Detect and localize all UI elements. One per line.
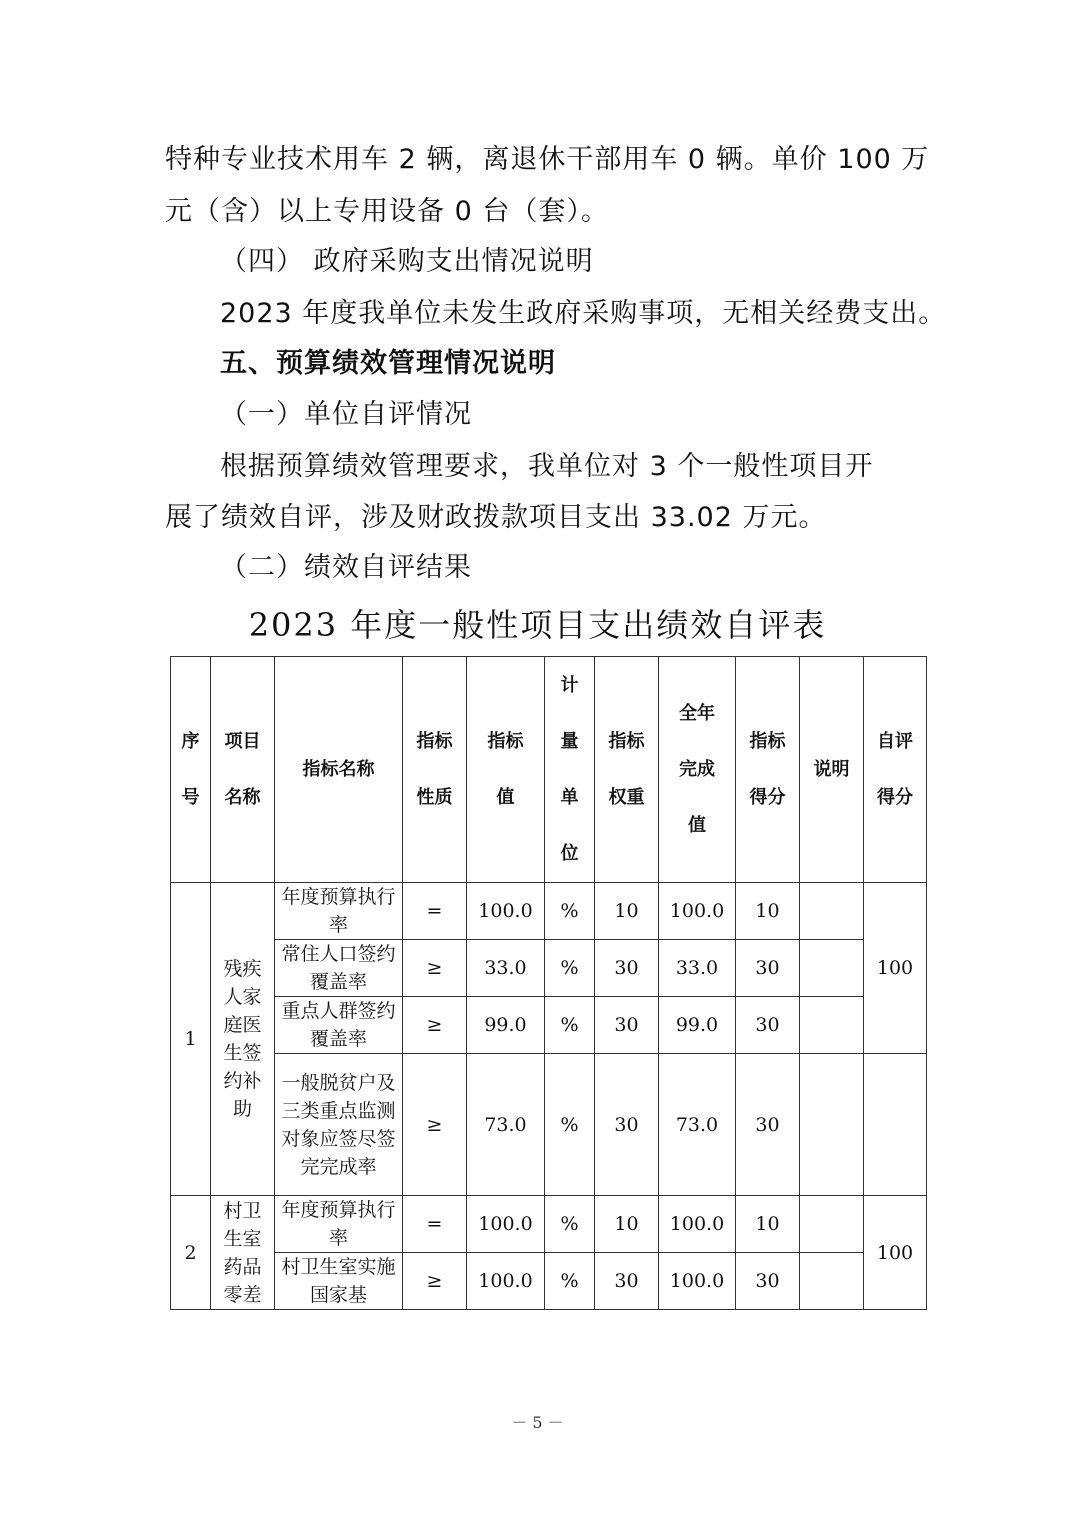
indicator-name: 村卫生室实施国家基 [275, 1253, 403, 1310]
indicator-weight: 30 [595, 1253, 659, 1310]
indicator-note [800, 1196, 864, 1253]
header-indicator: 指标名称 [275, 657, 403, 883]
indicator-weight: 10 [595, 883, 659, 940]
header-unit: 计量单位 [545, 657, 595, 883]
empty-cell [864, 1054, 927, 1196]
project-2-self-score: 100 [864, 1196, 927, 1310]
indicator-nature: ≥ [403, 997, 467, 1054]
indicator-score: 30 [736, 1253, 800, 1310]
header-nature: 指标性质 [403, 657, 467, 883]
indicator-value: 100.0 [467, 1196, 545, 1253]
indicator-nature: ≥ [403, 1054, 467, 1196]
indicator-name: 重点人群签约覆盖率 [275, 997, 403, 1054]
indicator-unit: % [545, 940, 595, 997]
indicator-note [800, 1054, 864, 1196]
indicator-name: 年度预算执行率 [275, 1196, 403, 1253]
project-1-name: 残疾人家庭医生签约补助 [211, 883, 275, 1196]
indicator-unit: % [545, 1054, 595, 1196]
paragraph-procurement: 2023 年度我单位未发生政府采购事项，无相关经费支出。 [220, 298, 947, 329]
subheading-self-eval: （一）单位自评情况 [220, 399, 472, 430]
indicator-note [800, 940, 864, 997]
indicator-actual: 33.0 [659, 940, 736, 997]
indicator-unit: % [545, 1253, 595, 1310]
indicator-weight: 30 [595, 940, 659, 997]
indicator-actual: 100.0 [659, 1196, 736, 1253]
indicator-nature: = [403, 883, 467, 940]
header-value: 指标值 [467, 657, 545, 883]
indicator-score: 10 [736, 883, 800, 940]
indicator-nature: ≥ [403, 1253, 467, 1310]
indicator-value: 99.0 [467, 997, 545, 1054]
indicator-name: 年度预算执行率 [275, 883, 403, 940]
indicator-weight: 30 [595, 997, 659, 1054]
table-row [171, 1253, 927, 1310]
indicator-nature: = [403, 1196, 467, 1253]
section-heading-five: 五、预算绩效管理情况说明 [220, 348, 556, 379]
indicator-name: 常住人口签约覆盖率 [275, 940, 403, 997]
header-name: 项目名称 [211, 657, 275, 883]
indicator-score: 30 [736, 1054, 800, 1196]
indicator-value: 100.0 [467, 883, 545, 940]
project-2-name: 村卫生室药品零差 [211, 1196, 275, 1310]
paragraph-1: 特种专业技术用车 2 辆，离退休干部用车 0 辆。单价 100 万 [165, 144, 930, 175]
indicator-value: 100.0 [467, 1253, 545, 1310]
indicator-weight: 10 [595, 1196, 659, 1253]
indicator-score: 30 [736, 997, 800, 1054]
indicator-value: 73.0 [467, 1054, 545, 1196]
indicator-score: 30 [736, 940, 800, 997]
indicator-name: 一般脱贫户及三类重点监测对象应签尽签完完成率 [275, 1054, 403, 1196]
table-title: 2023 年度一般性项目支出绩效自评表 [248, 606, 827, 644]
header-seq: 序号 [171, 657, 211, 883]
eval-table [170, 656, 927, 1310]
project-1-self-score: 100 [864, 883, 927, 1054]
indicator-unit: % [545, 883, 595, 940]
paragraph-eval-1: 根据预算绩效管理要求，我单位对 3 个一般性项目开 [220, 451, 874, 482]
section-heading-4: （四） 政府采购支出情况说明 [220, 246, 594, 277]
indicator-actual: 100.0 [659, 1253, 736, 1310]
subheading-eval-result: （二）绩效自评结果 [220, 552, 472, 583]
header-score: 指标得分 [736, 657, 800, 883]
page-number: － 5 － [511, 1413, 564, 1432]
header-self-score: 自评得分 [864, 657, 927, 883]
project-2-seq: 2 [171, 1196, 211, 1310]
table-row [171, 883, 927, 940]
table-row [171, 940, 927, 997]
table-row [171, 1054, 927, 1196]
table-row [171, 997, 927, 1054]
indicator-note [800, 1253, 864, 1310]
indicator-note [800, 997, 864, 1054]
paragraph-2: 元（含）以上专用设备 0 台（套）。 [165, 196, 609, 227]
header-row [171, 657, 927, 883]
indicator-unit: % [545, 1196, 595, 1253]
indicator-actual: 99.0 [659, 997, 736, 1054]
indicator-weight: 30 [595, 1054, 659, 1196]
indicator-actual: 100.0 [659, 883, 736, 940]
indicator-nature: ≥ [403, 940, 467, 997]
indicator-actual: 73.0 [659, 1054, 736, 1196]
indicator-score: 10 [736, 1196, 800, 1253]
header-actual: 全年完成值 [659, 657, 736, 883]
indicator-unit: % [545, 997, 595, 1054]
header-weight: 指标权重 [595, 657, 659, 883]
paragraph-eval-2: 展了绩效自评，涉及财政拨款项目支出 33.02 万元。 [165, 502, 827, 533]
table-row [171, 1196, 927, 1253]
indicator-value: 33.0 [467, 940, 545, 997]
project-1-seq: 1 [171, 883, 211, 1196]
indicator-note [800, 883, 864, 940]
header-note: 说明 [800, 657, 864, 883]
